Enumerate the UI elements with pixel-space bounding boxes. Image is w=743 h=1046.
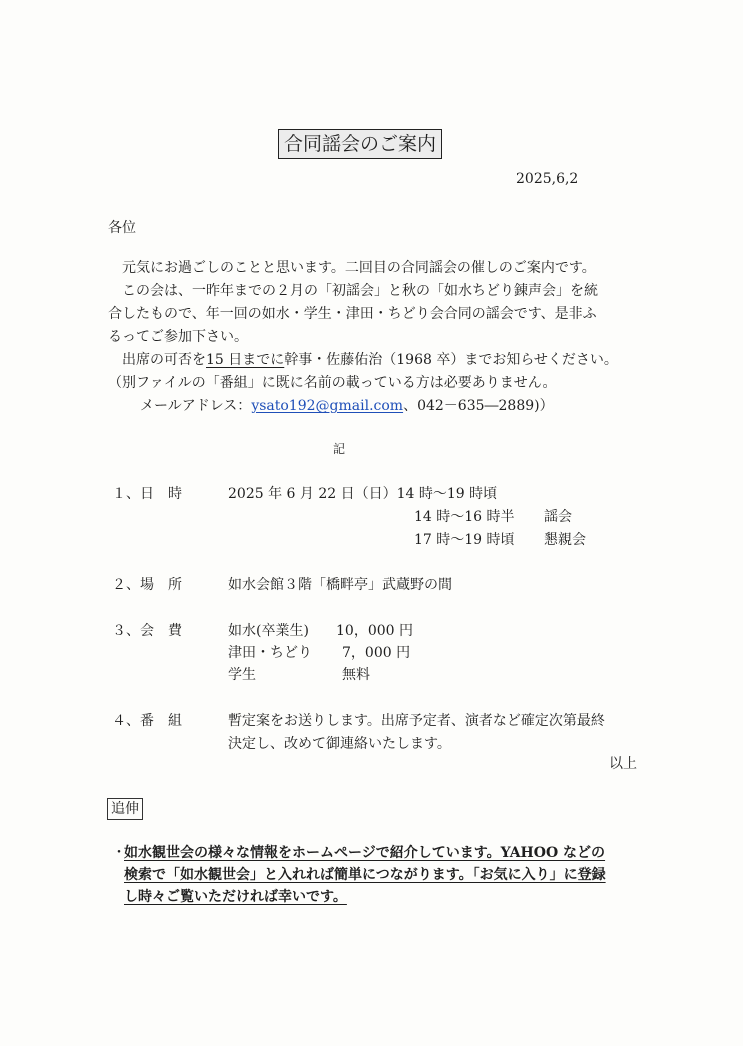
item-4-label: ４、番 組	[112, 713, 182, 729]
fee-row-1-name: 如水(卒業生)	[228, 623, 309, 639]
phone-text: 、042－635―2889)）	[403, 398, 554, 414]
salutation: 各位	[108, 220, 136, 236]
fee-row-1-amount: 10，000 円	[336, 623, 413, 639]
fee-row-2-name: 津田・ちどり	[228, 645, 312, 661]
deadline-prefix: 出席の可否を	[122, 352, 206, 368]
fee-row-3-name: 学生	[228, 667, 256, 683]
body-paragraph-1: 元気にお過ごしのことと思います。二回目の合同謡会の催しのご案内です。	[122, 260, 596, 276]
addendum-label: 追伸	[107, 798, 143, 820]
homepage-note	[112, 842, 642, 908]
body-paragraph-2-line-1: この会は、一昨年までの２月の「初謡会」と秋の「如水ちどり錬声会」を統	[122, 283, 598, 299]
fee-row-3-amount: 無料	[342, 667, 370, 683]
bullet-mark: ・	[112, 845, 126, 861]
item-1-sub-2-desc: 懇親会	[544, 532, 586, 548]
homepage-note-line-2: 検索で「如水観世会」と入れれば簡単につながります。「お気に入り」に登録	[124, 867, 606, 883]
ki-mark: 記	[333, 442, 346, 456]
item-1-sub-1-time: 14 時～16 時半	[414, 509, 515, 525]
item-2-label: ２、場 所	[112, 577, 182, 593]
item-1-sub-2-time: 17 時～19 時頃	[414, 532, 515, 548]
item-4-line-1: 暫定案をお送りします。出席予定者、演者など確定次第最終	[228, 713, 605, 729]
closing-mark: 以上	[609, 756, 637, 772]
homepage-note-line-3: し時々ご覧いただければ幸いです。	[124, 889, 347, 905]
deadline-underlined: 15 日までに	[206, 352, 285, 368]
email-label: メールアドレス：	[140, 398, 252, 414]
body-paragraph-4: （別ファイルの「番組」に既に名前の載っている方は必要ありません。	[108, 375, 557, 391]
item-1-label: １、日 時	[112, 486, 182, 502]
homepage-note-line-1	[112, 842, 642, 864]
homepage-note-line-1-text: 如水観世会の様々な情報をホームページで紹介しています。YAHOO などの	[124, 845, 606, 861]
item-1-sub-1-desc: 謡会	[544, 509, 572, 525]
contact-line	[140, 395, 554, 417]
body-paragraph-2-line-3: るってご参加下さい。	[108, 329, 248, 345]
item-4-line-2: 決定し、改めて御連絡いたします。	[228, 736, 451, 752]
item-1-value: 2025 年 6 月 22 日（日）14 時～19 時頃	[228, 486, 498, 502]
body-paragraph-3	[122, 349, 618, 371]
fee-row-2-amount: 7，000 円	[342, 645, 411, 661]
item-2-value: 如水会館３階「橋畔亭」武蔵野の間	[228, 577, 452, 593]
deadline-suffix: 幹事・佐藤佑治（1968 卒）までお知らせください。	[284, 352, 618, 368]
document-title: 合同謡会のご案内	[278, 129, 442, 159]
body-paragraph-2-line-2: 合したもので、年一回の如水・学生・津田・ちどり会合同の謡会です、是非ふ	[108, 306, 597, 322]
email-link[interactable]: ysato192@gmail.com	[251, 398, 404, 414]
item-3-label: ３、会 費	[112, 623, 182, 639]
document-date: 2025,6,2	[516, 171, 579, 187]
